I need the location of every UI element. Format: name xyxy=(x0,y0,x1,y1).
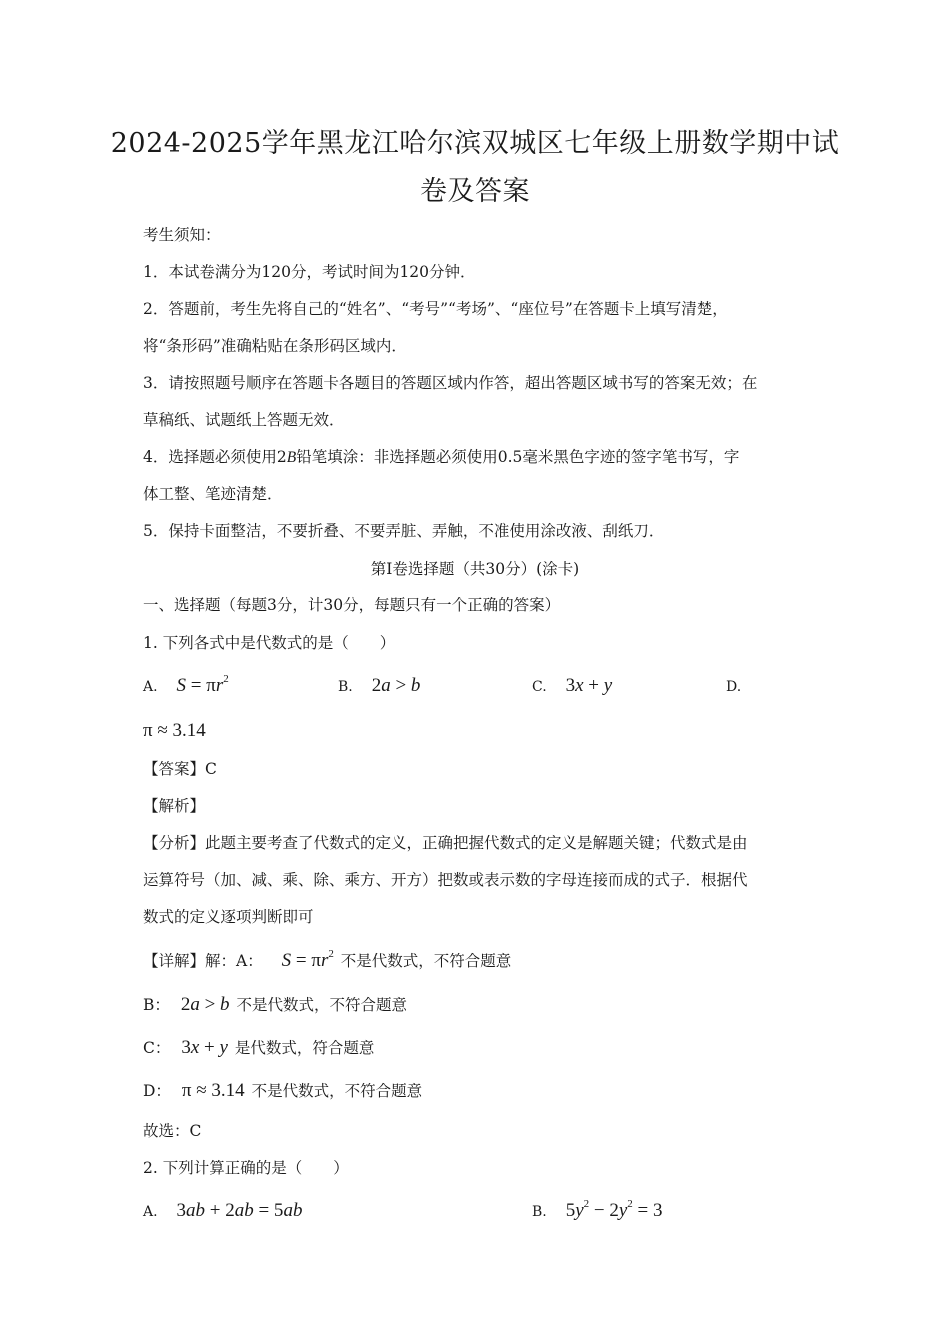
q1-option-c-expr: 3x + y xyxy=(565,675,613,696)
q1-analysis-heading: 【解析】 xyxy=(143,797,206,815)
notice-heading: 考生须知： xyxy=(143,226,221,244)
q2-option-a xyxy=(143,1198,302,1225)
title-line-1: 2024-2025学年黑龙江哈尔滨双城区七年级上册数学期中试 xyxy=(110,128,840,159)
q1-analysis-line-3: 数式的定义逐项判断即可 xyxy=(143,908,314,926)
q1-detail-a xyxy=(143,948,511,974)
q1-option-b-label: B. xyxy=(338,679,353,695)
q1-detail-a-text: 不是代数式，不符合题意 xyxy=(340,952,512,970)
q2-stem: 2. 下列计算正确的是（ ） xyxy=(143,1159,349,1177)
q2-option-b-expr: $5y^2 - 2y^2 = 3$ xyxy=(565,1198,663,1221)
q1-analysis-line-2: 运算符号（加、减、乘、除、乘方、开方）把数或表示数的字母连接而成的式子．根据代 xyxy=(143,871,748,889)
q1-option-c xyxy=(532,673,612,700)
notice-item-4-part-a: 4．选择题必须使用2 xyxy=(143,448,287,466)
notice-item-3-line-2: 草稿纸、试题纸上答题无效． xyxy=(143,411,345,429)
q1-detail-b-expr: 2a > b xyxy=(180,994,230,1015)
q2-option-a-label: A. xyxy=(143,1204,158,1220)
q1-detail-d-prefix: D： xyxy=(143,1082,171,1100)
q1-option-b xyxy=(338,673,420,700)
notice-item-2-line-1: 2．答题前，考生先将自己的“姓名”、“考号”“考场”、“座位号”在答题卡上填写清楚， xyxy=(143,300,728,318)
q1-detail-prefix: 【详解】解：A： xyxy=(143,952,263,970)
notice-item-5: 5．保持卡面整洁，不要折叠、不要弄脏、弄触，不准使用涂改液、刮纸刀． xyxy=(143,522,665,540)
q1-option-a-expr: $S = \pi r^2$ xyxy=(176,673,229,696)
q1-option-c-label: C. xyxy=(532,679,547,695)
q1-option-d xyxy=(726,673,755,700)
notice-item-1: 1．本试卷满分为120分，考试时间为120分钟． xyxy=(143,263,476,281)
q1-detail-c-prefix: C： xyxy=(143,1039,171,1057)
q2-option-a-expr: 3ab + 2ab = 5ab xyxy=(176,1200,303,1221)
notice-item-4-part-b: B xyxy=(286,449,297,466)
q1-detail-b-text: 不是代数式，不符合题意 xyxy=(236,996,407,1014)
notice-item-4-line-1 xyxy=(143,446,739,469)
q1-option-d-expr: π ≈ 3.14 xyxy=(143,720,206,741)
q1-option-a-label: A. xyxy=(143,679,158,695)
q2-option-b-label: B. xyxy=(532,1204,547,1220)
q1-detail-d-expr: π ≈ 3.14 xyxy=(181,1080,245,1101)
q1-detail-a-expr: $S = \pi r^2$ xyxy=(281,948,334,971)
q1-answer: 【答案】C xyxy=(143,760,217,778)
q1-detail-b xyxy=(143,992,407,1018)
notice-item-4-part-c: 铅笔填涂：非选择题必须使用0.5毫米黑色字迹的签字笔书写，字 xyxy=(296,448,740,466)
q1-detail-d xyxy=(143,1078,422,1104)
notice-item-4-line-2: 体工整、笔迹清楚． xyxy=(143,485,283,503)
q1-detail-c-text: 是代数式，符合题意 xyxy=(234,1039,375,1057)
q1-detail-c xyxy=(143,1035,374,1061)
q1-detail-b-prefix: B： xyxy=(143,996,170,1014)
q1-choose: 故选：C xyxy=(143,1122,202,1140)
notice-item-2-line-2: 将“条形码”准确粘贴在条形码区域内． xyxy=(143,337,407,355)
q1-option-a xyxy=(143,673,229,700)
q1-option-d-expr-line xyxy=(143,718,206,744)
q1-option-d-label: D. xyxy=(726,679,742,695)
title-line-2: 卷及答案 xyxy=(420,176,530,207)
part-title: 一、选择题（每题3分，计30分，每题只有一个正确的答案） xyxy=(143,596,561,614)
q1-option-b-expr: 2a > b xyxy=(371,675,421,696)
q1-detail-c-expr: 3x + y xyxy=(181,1037,228,1058)
section-title: 第Ⅰ卷选择题（共30分）(涂卡) xyxy=(370,560,580,578)
q1-analysis-line-1: 【分析】此题主要考查了代数式的定义，正确把握代数式的定义是解题关键；代数式是由 xyxy=(143,834,748,852)
q1-detail-d-text: 不是代数式，不符合题意 xyxy=(251,1082,423,1100)
q2-option-b xyxy=(532,1198,663,1225)
q1-stem: 1. 下列各式中是代数式的是（ ） xyxy=(143,634,396,652)
notice-item-3-line-1: 3．请按照题号顺序在答题卡各题目的答题区域内作答，超出答题区域书写的答案无效；在 xyxy=(143,374,758,392)
